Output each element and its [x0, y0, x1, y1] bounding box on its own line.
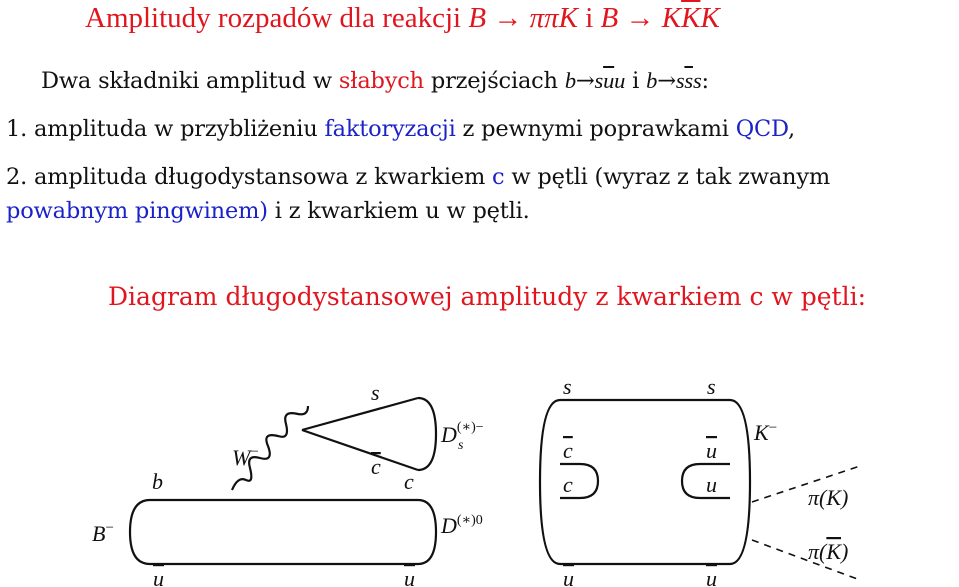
item2-text-a: 2. amplituda długodystansowa z kwarkiem	[6, 164, 493, 190]
intro-u: u	[614, 68, 626, 93]
title-math-ppk: ππK	[529, 2, 578, 34]
intro-and: i	[625, 68, 647, 94]
label-ubar-right: u	[404, 566, 415, 587]
title-arrow: →	[493, 2, 523, 34]
title-K-2: K	[700, 2, 720, 34]
item2-c: c	[492, 164, 505, 190]
title-K-plain: K	[661, 2, 682, 34]
title-and: i	[577, 2, 601, 34]
label-ubar-left: u	[153, 566, 164, 587]
item1-text-b: z pewnymi poprawkami	[455, 116, 736, 142]
label-ubar-bottom-1: u	[563, 566, 574, 587]
item2-text-b: w pętli (wyraz z tak zwanym	[504, 164, 830, 190]
label-D0: $D^{(∗)0}$	[441, 513, 483, 538]
title-Kbar: $\overline{K}$	[681, 2, 701, 34]
label-c-right: c	[563, 472, 573, 497]
left-diagram-lines	[130, 398, 436, 564]
intro-text-2: przejściach	[423, 68, 565, 94]
intro-ubar: $\overline{u}$	[603, 68, 615, 93]
label-Ds: D(∗)− s	[441, 420, 484, 453]
label-s-2: s	[707, 374, 716, 399]
left-outer-arc	[130, 500, 150, 564]
item1-text-a: 1. amplituda w przybliżeniu	[6, 116, 325, 142]
intro-b2: b	[646, 68, 658, 93]
label-b: b	[152, 469, 163, 494]
cbar-quark-line	[302, 430, 418, 470]
intro-sbar: $\overline{s}$	[684, 68, 693, 93]
intro-weak: słabych	[338, 68, 424, 94]
diagram-heading: Diagram długodystansowej amplitudy z kwarkiem c w pętli:	[108, 282, 866, 311]
intro-s2: s	[675, 68, 685, 93]
right-outer-arc-left	[540, 400, 560, 564]
right-outer-arc-right	[730, 400, 750, 564]
title-math-B1: B	[468, 2, 487, 34]
intro-b1: b	[564, 68, 576, 93]
intro-arrow-2: →	[657, 68, 676, 94]
intro-arrow-1: →	[575, 68, 595, 94]
title-text: Amplitudy rozpadów dla reakcji	[85, 2, 469, 34]
label-K: K−	[754, 420, 778, 445]
label-s-1: s	[563, 374, 572, 399]
label-ubar-right-loop: u	[706, 438, 717, 463]
label-B: B−	[92, 520, 114, 546]
intro-colon: :	[701, 68, 709, 94]
c-loop-left	[580, 464, 598, 498]
intro-s1: s	[594, 68, 604, 93]
label-pi-Kbar: π(K)	[808, 539, 849, 564]
label-cbar: c	[371, 454, 381, 479]
label-ubar-bottom-2: u	[706, 566, 717, 587]
intro-s3: s	[692, 68, 702, 93]
Ds-meson-arc	[418, 398, 436, 470]
item1-factorization: faktoryzacji	[324, 116, 456, 142]
title-math-B2: B	[600, 2, 619, 34]
item2-charming-penguin: powabnym pingwinem)	[6, 198, 268, 224]
item2-text-d: i z kwarkiem u w pętli.	[267, 198, 530, 224]
D0-meson-arc	[418, 500, 436, 564]
item1-qcd: QCD	[735, 116, 789, 142]
intro-text-1: Dwa składniki amplitud w	[41, 68, 339, 94]
label-cbar-right: c	[563, 438, 573, 463]
s-quark-line	[302, 398, 418, 430]
label-s: s	[371, 380, 380, 405]
item1-text-c: ,	[788, 116, 795, 142]
label-W: W−	[232, 444, 259, 470]
u-loop-right	[682, 464, 700, 498]
label-u-right-loop: u	[706, 472, 717, 497]
label-c: c	[404, 469, 414, 494]
label-pi-K: π(K)	[808, 485, 849, 510]
title-arrow-2: →	[625, 2, 655, 34]
